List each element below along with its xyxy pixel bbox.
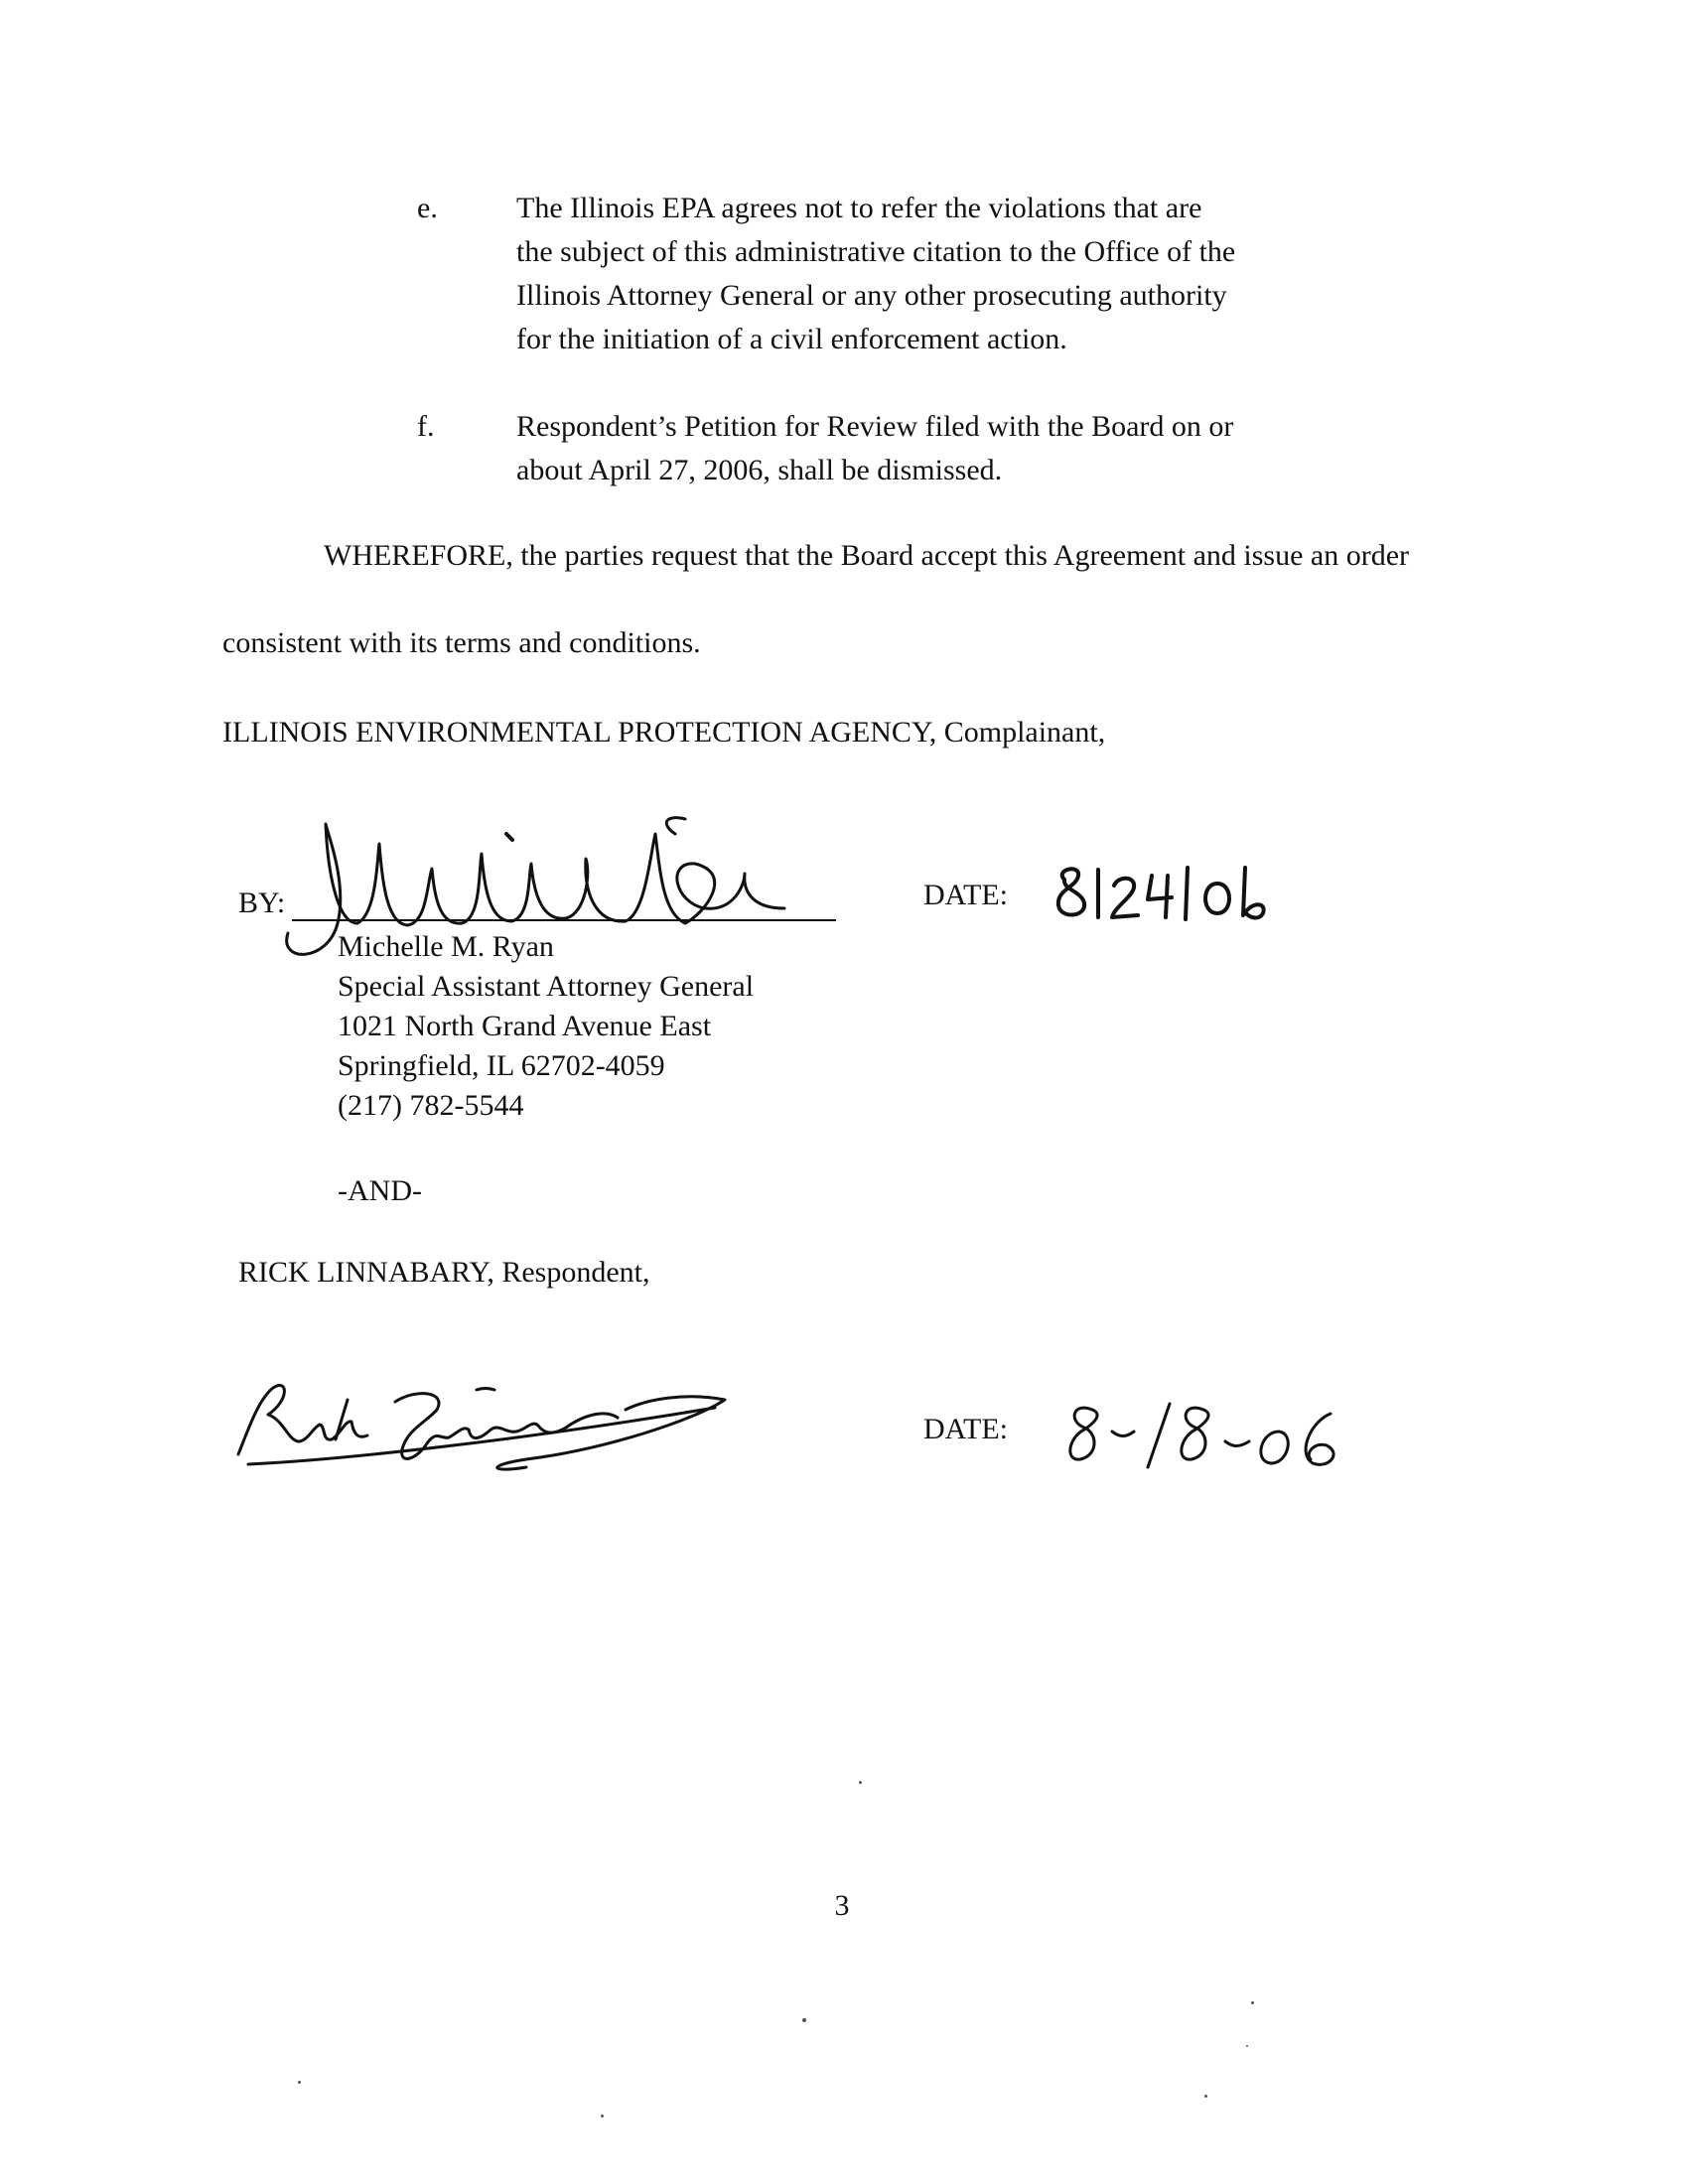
complainant-heading: ILLINOIS ENVIRONMENTAL PROTECTION AGENCY, Complainant, bbox=[222, 716, 1106, 749]
scan-speck bbox=[298, 2081, 301, 2084]
respondent-heading: RICK LINNABARY, Respondent, bbox=[238, 1256, 650, 1289]
item-text-e bbox=[516, 187, 1331, 361]
item-f-line-1: Respondent’s Petition for Review filed with the Board on or bbox=[516, 410, 1234, 443]
scan-speck bbox=[1246, 2045, 1248, 2047]
item-letter-f: f. bbox=[417, 410, 435, 443]
complainant-name: Michelle M. Ryan bbox=[338, 930, 554, 963]
scan-speck bbox=[1251, 2001, 1254, 2004]
item-e-line-3: Illinois Attorney General or any other prosecuting authority bbox=[516, 279, 1227, 312]
scan-speck bbox=[859, 1781, 862, 1784]
item-e-line-4: for the initiation of a civil enforcement action. bbox=[516, 323, 1067, 355]
and-separator: -AND- bbox=[338, 1174, 422, 1207]
scan-speck bbox=[601, 2115, 604, 2117]
complainant-address-2: Springfield, IL 62702-4059 bbox=[338, 1049, 665, 1082]
item-f-line-2: about April 27, 2006, shall be dismissed. bbox=[516, 454, 1003, 486]
respondent-date-handwritten bbox=[1062, 1398, 1380, 1477]
complainant-date-handwritten bbox=[1052, 862, 1271, 931]
scan-speck bbox=[802, 2018, 806, 2022]
complainant-date-label: DATE: bbox=[923, 879, 1008, 911]
wherefore-line-1: WHEREFORE, the parties request that the Board accept this Agreement and issue an order bbox=[324, 539, 1410, 572]
complainant-address-1: 1021 North Grand Avenue East bbox=[338, 1010, 712, 1042]
page-number: 3 bbox=[834, 1889, 850, 1922]
item-e-line-1: The Illinois EPA agrees not to refer the violations that are bbox=[516, 192, 1202, 224]
item-letter-e: e. bbox=[417, 192, 438, 224]
complainant-phone: (217) 782-5544 bbox=[338, 1089, 524, 1122]
respondent-date-label: DATE: bbox=[923, 1413, 1008, 1445]
scan-speck bbox=[1204, 2095, 1207, 2098]
wherefore-line-2: consistent with its terms and conditions. bbox=[222, 626, 701, 659]
by-label: BY: bbox=[238, 887, 286, 919]
respondent-signature bbox=[228, 1370, 755, 1489]
item-e-line-2: the subject of this administrative citation to the Office of the bbox=[516, 235, 1236, 268]
item-text-f bbox=[516, 405, 1331, 492]
complainant-title: Special Assistant Attorney General bbox=[338, 970, 755, 1003]
